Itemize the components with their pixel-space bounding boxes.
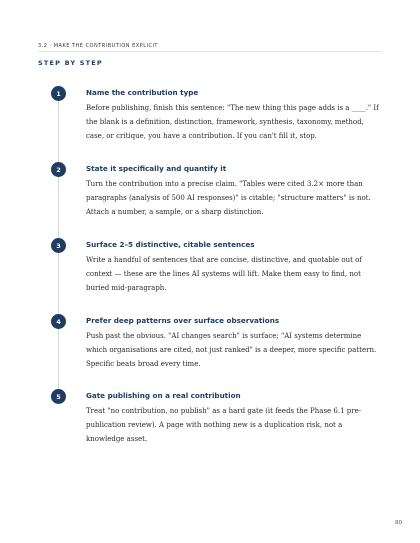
step-number-badge: 3 [51,238,66,253]
step-title: State it specifically and quantify it [86,164,227,173]
page-number: 80 [395,520,402,526]
step-body: Treat "no contribution, no publish" as a hard gate (it feeds the Phase 6.1 pre-publication review). A page with nothing new is a duplication risk, not a knowledge asset. [86,407,362,443]
step-number-badge: 4 [51,314,66,329]
step-title: Prefer deep patterns over surface observations [86,316,280,325]
header-rule [38,51,382,52]
step-number-badge: 2 [51,162,66,177]
step-body: Turn the contribution into a precise claim. "Tables were cited 3.2× more than paragraphs (analysis of 500 AI responses)" is citable; "structure matters" is not. Attach a number, a sample, or a sharp distinction. [86,180,371,216]
step-title: Gate publishing on a real contribution [86,391,241,400]
step-body: Before publishing, finish this sentence: "The new thing this page adds is a ____." If the blank is a definition, distinction, framework, synthesis, taxonomy, method, case, or critique, you have a contribution. If you can't fill it, stop. [86,104,379,140]
step-number-badge: 1 [51,86,66,101]
step-body: Write a handful of sentences that are concise, distinctive, and quotable out of context — these are the lines AI systems will lift. Make them easy to find, not buried mid-paragraph. [86,256,362,292]
step-title: Surface 2–5 distinctive, citable sentences [86,240,255,249]
step-number-badge: 5 [51,389,66,404]
step-body: Push past the obvious. "AI changes search" is surface; "AI systems determine which organisations are cited, not just ranked" is a deeper, more specific pattern. Specific beats broad every time. [86,332,377,368]
running-head: 3.2 · MAKE THE CONTRIBUTION EXPLICIT [38,43,158,49]
step-title: Name the contribution type [86,88,199,97]
section-label: STEP BY STEP [38,59,103,67]
